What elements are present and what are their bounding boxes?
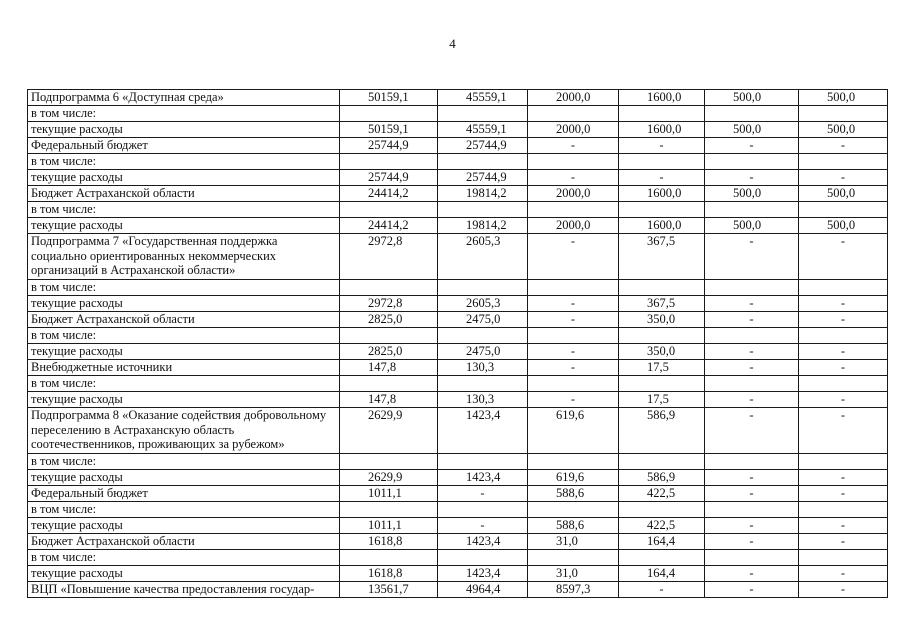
table-row	[28, 280, 888, 296]
row-label: текущие расходы	[28, 518, 340, 534]
row-label: в том числе:	[28, 550, 340, 566]
row-label: Бюджет Астраханской области	[28, 534, 340, 550]
row-label: в том числе:	[28, 502, 340, 518]
value-cell	[799, 202, 888, 218]
value-cell: 50159,1	[340, 90, 438, 106]
value-cell: 500,0	[799, 218, 888, 234]
table-row	[28, 470, 888, 486]
row-label: в том числе:	[28, 154, 340, 170]
value-cell: 13561,7	[340, 582, 438, 598]
value-cell: -	[528, 234, 619, 280]
value-cell: -	[705, 486, 799, 502]
row-label: Внебюджетные источники	[28, 360, 340, 376]
value-cell	[619, 328, 705, 344]
value-cell	[705, 376, 799, 392]
value-cell: 2972,8	[340, 234, 438, 280]
value-cell	[799, 376, 888, 392]
value-cell: -	[705, 360, 799, 376]
value-cell	[340, 376, 438, 392]
value-cell	[619, 454, 705, 470]
value-cell: 1600,0	[619, 90, 705, 106]
value-cell	[528, 454, 619, 470]
value-cell: -	[799, 582, 888, 598]
table-row	[28, 486, 888, 502]
table-row	[28, 328, 888, 344]
value-cell: 1011,1	[340, 518, 438, 534]
value-cell	[528, 280, 619, 296]
table-row	[28, 502, 888, 518]
value-cell	[705, 328, 799, 344]
value-cell: 24414,2	[340, 218, 438, 234]
value-cell: 586,9	[619, 470, 705, 486]
value-cell: 1600,0	[619, 186, 705, 202]
value-cell: 500,0	[705, 90, 799, 106]
value-cell: 2475,0	[438, 312, 528, 328]
table-row	[28, 376, 888, 392]
value-cell	[705, 280, 799, 296]
value-cell	[705, 502, 799, 518]
value-cell: 25744,9	[438, 170, 528, 186]
value-cell: 500,0	[799, 90, 888, 106]
table-row	[28, 138, 888, 154]
value-cell	[340, 328, 438, 344]
value-cell: 130,3	[438, 360, 528, 376]
value-cell	[619, 376, 705, 392]
value-cell	[619, 154, 705, 170]
row-label: Бюджет Астраханской области	[28, 312, 340, 328]
value-cell: 350,0	[619, 312, 705, 328]
row-label: Подпрограмма 6 «Доступная среда»	[28, 90, 340, 106]
value-cell	[340, 202, 438, 218]
table-row	[28, 186, 888, 202]
value-cell	[619, 502, 705, 518]
value-cell: -	[438, 518, 528, 534]
value-cell: 422,5	[619, 518, 705, 534]
value-cell: 2475,0	[438, 344, 528, 360]
value-cell: -	[619, 582, 705, 598]
value-cell	[340, 154, 438, 170]
value-cell: 500,0	[799, 122, 888, 138]
value-cell	[438, 502, 528, 518]
value-cell: 500,0	[705, 218, 799, 234]
row-label: текущие расходы	[28, 170, 340, 186]
value-cell	[438, 454, 528, 470]
row-label: в том числе:	[28, 106, 340, 122]
table-row	[28, 234, 888, 280]
value-cell	[340, 550, 438, 566]
table-row	[28, 518, 888, 534]
value-cell: 2000,0	[528, 122, 619, 138]
value-cell	[438, 376, 528, 392]
value-cell: 17,5	[619, 392, 705, 408]
value-cell: 2825,0	[340, 312, 438, 328]
value-cell	[799, 550, 888, 566]
value-cell: -	[799, 518, 888, 534]
table-row	[28, 550, 888, 566]
value-cell: 19814,2	[438, 186, 528, 202]
value-cell: -	[438, 486, 528, 502]
value-cell: 1423,4	[438, 408, 528, 454]
value-cell: -	[799, 234, 888, 280]
row-label: ВЦП «Повышение качества предоставления государ-	[28, 582, 340, 598]
value-cell	[438, 154, 528, 170]
value-cell: 2972,8	[340, 296, 438, 312]
table-row	[28, 392, 888, 408]
value-cell: -	[799, 312, 888, 328]
value-cell	[705, 550, 799, 566]
table-row	[28, 582, 888, 598]
row-label: текущие расходы	[28, 218, 340, 234]
value-cell: 164,4	[619, 566, 705, 582]
value-cell: 147,8	[340, 392, 438, 408]
value-cell: -	[705, 518, 799, 534]
value-cell: 1600,0	[619, 218, 705, 234]
value-cell	[528, 328, 619, 344]
value-cell: 500,0	[705, 186, 799, 202]
value-cell: 2629,9	[340, 408, 438, 454]
value-cell: 1011,1	[340, 486, 438, 502]
value-cell	[705, 454, 799, 470]
value-cell: 350,0	[619, 344, 705, 360]
value-cell	[799, 154, 888, 170]
row-label: текущие расходы	[28, 566, 340, 582]
value-cell: -	[705, 344, 799, 360]
row-label: в том числе:	[28, 280, 340, 296]
value-cell: 17,5	[619, 360, 705, 376]
value-cell: 1618,8	[340, 566, 438, 582]
row-label: Федеральный бюджет	[28, 486, 340, 502]
row-label: Федеральный бюджет	[28, 138, 340, 154]
row-label: в том числе:	[28, 454, 340, 470]
value-cell: 25744,9	[340, 170, 438, 186]
row-label: Подпрограмма 7 «Государственная поддержка социально ориентированных некоммерческих организаций в Астраханской области»	[28, 234, 340, 280]
table-body	[28, 90, 888, 598]
value-cell: 31,0	[528, 566, 619, 582]
value-cell: -	[619, 138, 705, 154]
table-row	[28, 90, 888, 106]
table-row	[28, 122, 888, 138]
value-cell	[705, 106, 799, 122]
table-row	[28, 360, 888, 376]
value-cell: 2825,0	[340, 344, 438, 360]
value-cell: -	[528, 344, 619, 360]
value-cell: 1618,8	[340, 534, 438, 550]
row-label: в том числе:	[28, 376, 340, 392]
row-label: текущие расходы	[28, 392, 340, 408]
value-cell: 367,5	[619, 296, 705, 312]
value-cell	[619, 550, 705, 566]
value-cell: 500,0	[799, 186, 888, 202]
value-cell: -	[799, 486, 888, 502]
value-cell: -	[799, 170, 888, 186]
table-row	[28, 344, 888, 360]
value-cell: 2000,0	[528, 218, 619, 234]
value-cell: 586,9	[619, 408, 705, 454]
row-label: текущие расходы	[28, 122, 340, 138]
row-label: текущие расходы	[28, 344, 340, 360]
value-cell: 1600,0	[619, 122, 705, 138]
row-label: в том числе:	[28, 328, 340, 344]
table-row	[28, 218, 888, 234]
value-cell	[438, 328, 528, 344]
value-cell: 1423,4	[438, 534, 528, 550]
value-cell: 4964,4	[438, 582, 528, 598]
value-cell: 422,5	[619, 486, 705, 502]
value-cell: 2000,0	[528, 90, 619, 106]
value-cell: -	[528, 392, 619, 408]
value-cell	[528, 550, 619, 566]
value-cell	[528, 376, 619, 392]
value-cell: -	[705, 534, 799, 550]
table-row	[28, 106, 888, 122]
value-cell	[340, 106, 438, 122]
value-cell	[799, 280, 888, 296]
value-cell: -	[799, 360, 888, 376]
table-row	[28, 312, 888, 328]
value-cell: 31,0	[528, 534, 619, 550]
table-row	[28, 296, 888, 312]
value-cell: -	[799, 534, 888, 550]
value-cell: 619,6	[528, 408, 619, 454]
value-cell: -	[619, 170, 705, 186]
value-cell: 588,6	[528, 518, 619, 534]
value-cell	[705, 202, 799, 218]
value-cell: 45559,1	[438, 90, 528, 106]
value-cell: 367,5	[619, 234, 705, 280]
value-cell: -	[528, 170, 619, 186]
page-number: 4	[449, 36, 456, 51]
budget-table	[27, 89, 888, 598]
row-label: Бюджет Астраханской области	[28, 186, 340, 202]
value-cell: -	[799, 408, 888, 454]
value-cell: -	[705, 312, 799, 328]
value-cell: 1423,4	[438, 566, 528, 582]
value-cell: 147,8	[340, 360, 438, 376]
row-label: в том числе:	[28, 202, 340, 218]
value-cell: 164,4	[619, 534, 705, 550]
value-cell: -	[799, 138, 888, 154]
value-cell	[438, 550, 528, 566]
value-cell	[340, 454, 438, 470]
value-cell: 8597,3	[528, 582, 619, 598]
table-row	[28, 454, 888, 470]
value-cell: -	[799, 296, 888, 312]
value-cell: 2605,3	[438, 234, 528, 280]
value-cell: -	[705, 392, 799, 408]
value-cell	[705, 154, 799, 170]
value-cell: 24414,2	[340, 186, 438, 202]
value-cell: -	[799, 470, 888, 486]
value-cell	[528, 202, 619, 218]
value-cell: 25744,9	[340, 138, 438, 154]
value-cell	[799, 454, 888, 470]
value-cell: 50159,1	[340, 122, 438, 138]
row-label: текущие расходы	[28, 296, 340, 312]
value-cell: 619,6	[528, 470, 619, 486]
value-cell: 2629,9	[340, 470, 438, 486]
value-cell: -	[705, 408, 799, 454]
value-cell: -	[705, 170, 799, 186]
value-cell	[438, 202, 528, 218]
value-cell: -	[799, 344, 888, 360]
table-row	[28, 566, 888, 582]
value-cell	[438, 280, 528, 296]
row-label: Подпрограмма 8 «Оказание содействия добровольному переселению в Астраханскую область соотечественников, проживающих за рубежом»	[28, 408, 340, 454]
table-row	[28, 202, 888, 218]
table-row	[28, 154, 888, 170]
value-cell: 130,3	[438, 392, 528, 408]
row-label: текущие расходы	[28, 470, 340, 486]
table-row	[28, 408, 888, 454]
value-cell: 2000,0	[528, 186, 619, 202]
value-cell	[619, 106, 705, 122]
value-cell: -	[528, 296, 619, 312]
value-cell: -	[705, 138, 799, 154]
table-row	[28, 170, 888, 186]
value-cell: 45559,1	[438, 122, 528, 138]
value-cell	[438, 106, 528, 122]
value-cell	[799, 502, 888, 518]
value-cell: 500,0	[705, 122, 799, 138]
value-cell: -	[799, 566, 888, 582]
value-cell: 1423,4	[438, 470, 528, 486]
value-cell	[799, 106, 888, 122]
value-cell	[528, 154, 619, 170]
value-cell: -	[705, 470, 799, 486]
value-cell: -	[705, 296, 799, 312]
value-cell	[528, 106, 619, 122]
value-cell: 588,6	[528, 486, 619, 502]
value-cell: 25744,9	[438, 138, 528, 154]
table-row	[28, 534, 888, 550]
value-cell	[340, 280, 438, 296]
value-cell	[799, 328, 888, 344]
value-cell: -	[705, 566, 799, 582]
value-cell	[340, 502, 438, 518]
value-cell: -	[799, 392, 888, 408]
value-cell: -	[705, 234, 799, 280]
value-cell: -	[705, 582, 799, 598]
value-cell	[619, 280, 705, 296]
value-cell	[528, 502, 619, 518]
value-cell: 19814,2	[438, 218, 528, 234]
value-cell: -	[528, 138, 619, 154]
value-cell: -	[528, 360, 619, 376]
value-cell: -	[528, 312, 619, 328]
value-cell: 2605,3	[438, 296, 528, 312]
value-cell	[619, 202, 705, 218]
